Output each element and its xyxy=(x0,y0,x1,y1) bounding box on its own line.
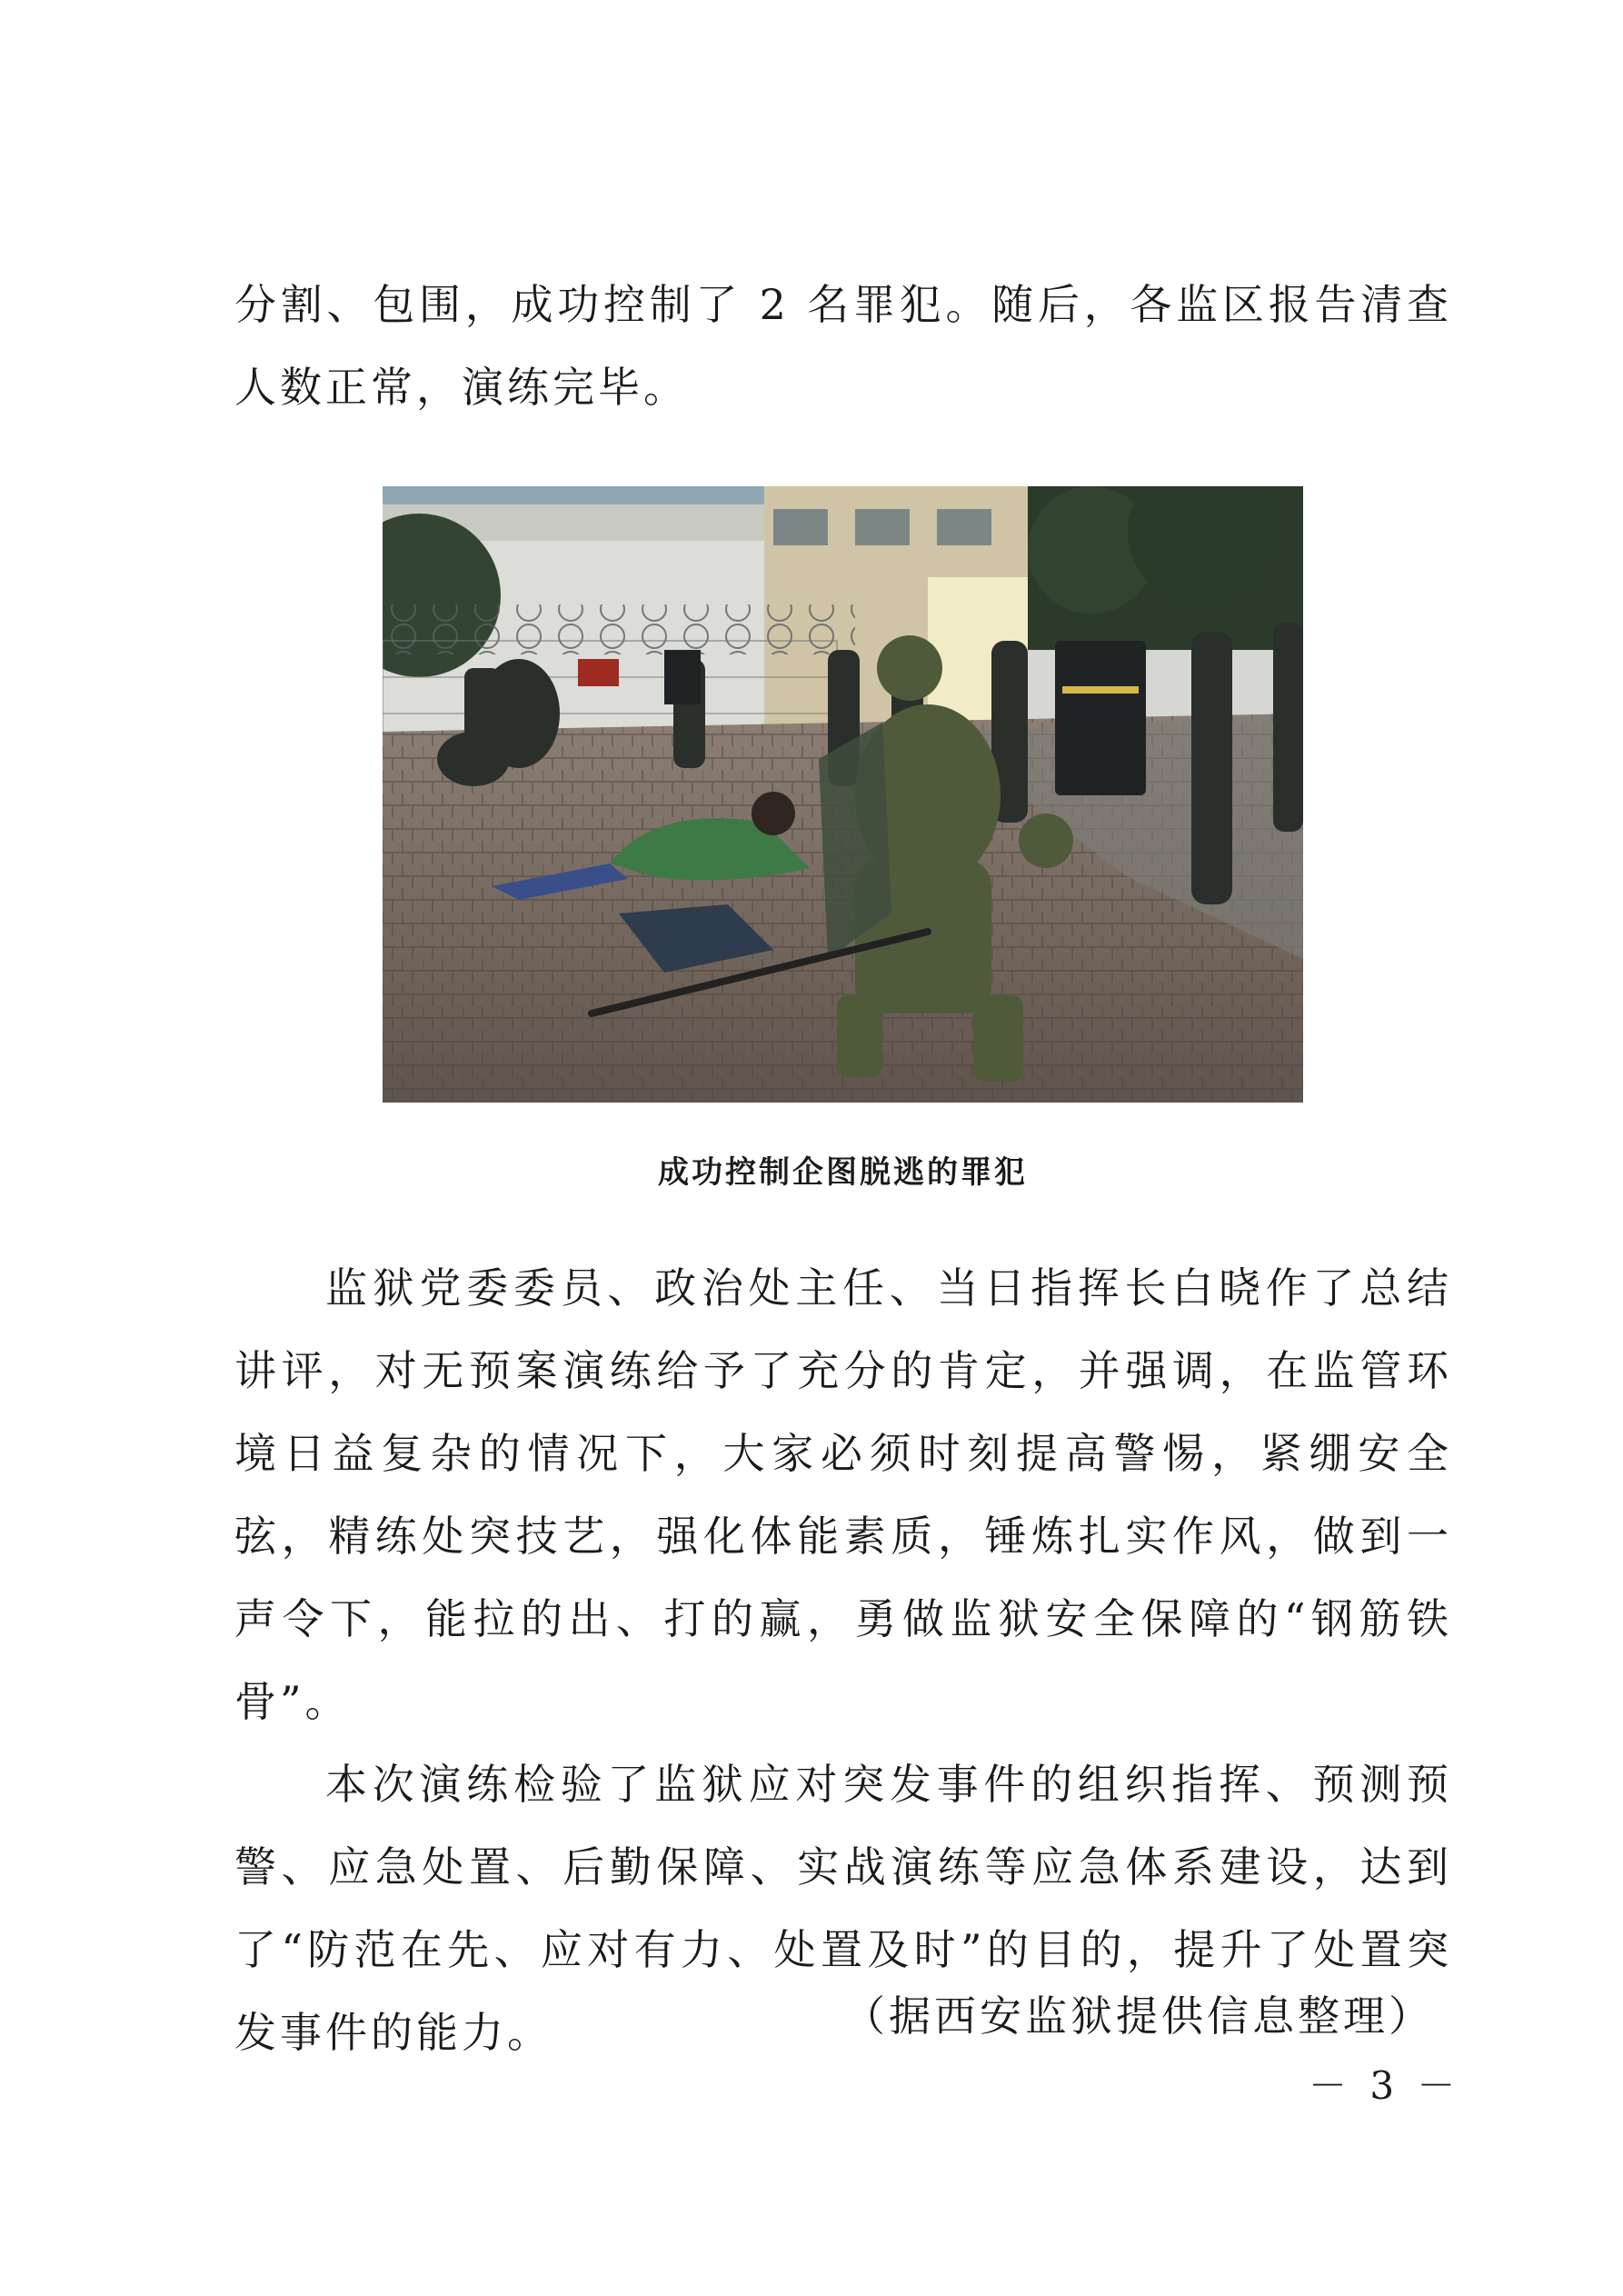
drill-photo xyxy=(383,486,1303,1103)
intro-paragraph: 分割、包围，成功控制了 2 名罪犯。随后，各监区报告清查人数正常，演练完毕。 xyxy=(234,280,1452,412)
photo-caption: 成功控制企图脱逃的罪犯 xyxy=(658,1154,1028,1191)
page-number: － 3 － xyxy=(1309,2063,1461,2108)
body-text xyxy=(234,1247,1452,2074)
body-paragraph: 本次演练检验了监狱应对突发事件的组织指挥、预测预警、应急处置、后勤保障、实战演练等应急体系建设，达到了“防范在先、应对有力、处置及时”的目的，提升了处置突发事件的能力。 xyxy=(234,1760,1452,2057)
intro-text xyxy=(234,264,1452,429)
source-note: （据西安监狱提供信息整理） xyxy=(843,1992,1434,2041)
body-paragraph: 监狱党委委员、政治处主任、当日指挥长白晓作了总结讲评，对无预案演练给予了充分的肯定，并强调，在监管环境日益复杂的情况下，大家必须时刻提高警惕，紧绷安全弦，精练处突技艺，强化体能素质，锤炼扎实作风，做到一声令下，能拉的出、打的赢，勇做监狱安全保障的“钢筋铁骨”。 xyxy=(234,1263,1452,1726)
